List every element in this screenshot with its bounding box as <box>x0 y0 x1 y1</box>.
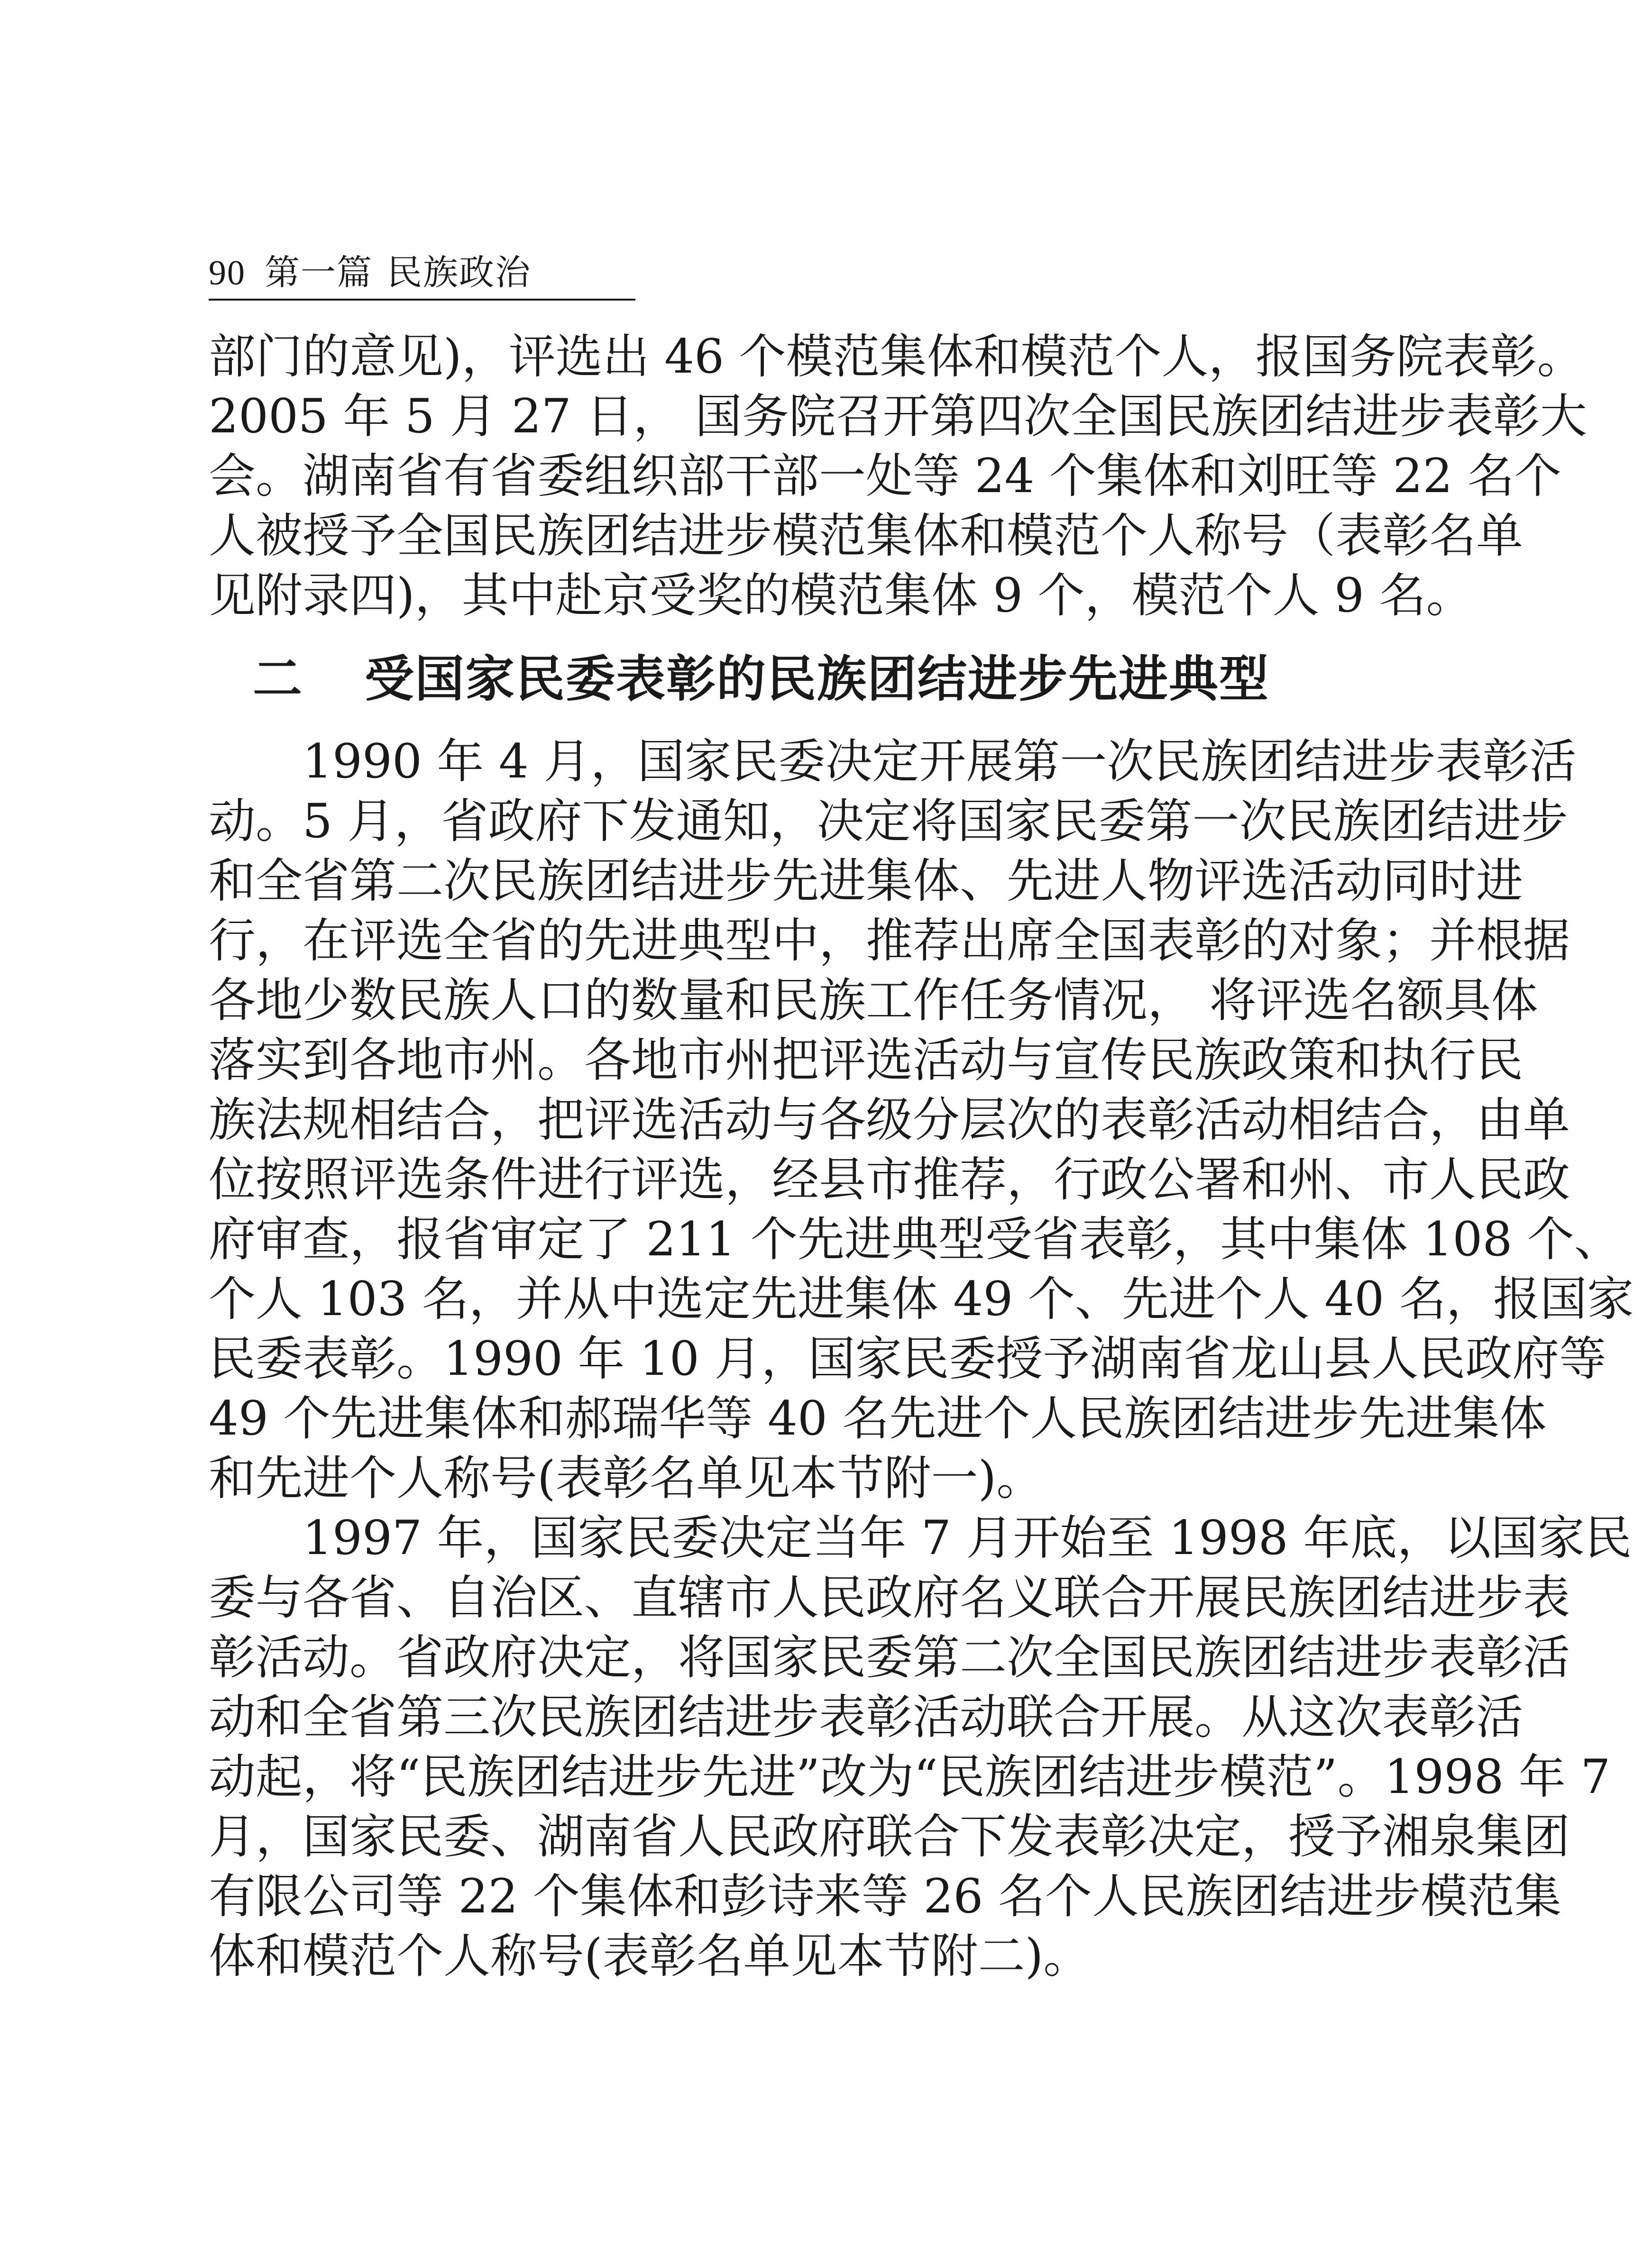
section-number: 二 <box>252 650 303 708</box>
text-line: 委与各省、自治区、直辖市人民政府名义联合开展民族团结进步表 <box>209 1571 1570 1625</box>
text-line: 会。湖南省有省委组织部干部一处等 24 个集体和刘旺等 22 名个 <box>209 449 1561 503</box>
section-title: 受国家民委表彰的民族团结进步先进典型 <box>365 650 1270 708</box>
text-line: 民委表彰。1990 年 10 月，国家民委授予湖南省龙山县人民政府等 <box>209 1332 1606 1386</box>
text-line: 2005 年 5 月 27 日， 国务院召开第四次全国民族团结进步表彰大 <box>209 389 1587 444</box>
text-line: 体和模范个人称号(表彰名单见本节附二)。 <box>209 1929 1091 1984</box>
text-line: 族法规相结合，把评选活动与各级分层次的表彰活动相结合，由单 <box>209 1093 1570 1147</box>
text-line: 和全省第二次民族团结进步先进集体、先进人物评选活动同时进 <box>209 854 1523 908</box>
text-line: 行，在评选全省的先进典型中，推荐出席全国表彰的对象；并根据 <box>209 914 1570 968</box>
text-line: 动和全省第三次民族团结进步表彰活动联合开展。从这次表彰活 <box>209 1690 1523 1745</box>
text-line: 和先进个人称号(表彰名单见本节附一)。 <box>209 1451 1044 1506</box>
text-line: 1990 年 4 月，国家民委决定开展第一次民族团结进步表彰活 <box>303 734 1577 789</box>
text-line: 动起，将“民族团结进步先进”改为“民族团结进步模范”。1998 年 7 <box>209 1750 1611 1804</box>
text-line: 1997 年，国家民委决定当年 7 月开始至 1998 年底，以国家民 <box>303 1511 1632 1565</box>
text-line: 落实到各地市州。各地市州把评选活动与宣传民族政策和执行民 <box>209 1033 1523 1088</box>
chapter-title: 民族政治 <box>387 252 531 293</box>
paragraph-3 <box>209 1509 1632 1986</box>
text-line: 49 个先进集体和郝瑞华等 40 名先进个人民族团结进步先进集体 <box>209 1391 1547 1446</box>
text-line: 人被授予全国民族团结进步模范集体和模范个人称号（表彰名单 <box>209 509 1523 563</box>
text-line: 位按照评选条件进行评选，经县市推荐，行政公署和州、市人民政 <box>209 1152 1570 1207</box>
text-line: 部门的意见)，评选出 46 个模范集体和模范个人，报国务院表彰。 <box>209 329 1584 384</box>
text-line: 动。5 月，省政府下发通知，决定将国家民委第一次民族团结进步 <box>209 794 1568 849</box>
running-header <box>209 247 635 301</box>
text-line: 彰活动。省政府决定，将国家民委第二次全国民族团结进步表彰活 <box>209 1630 1570 1685</box>
text-line: 见附录四)，其中赴京受奖的模范集体 9 个，模范个人 9 名。 <box>209 568 1473 623</box>
body-text <box>209 327 1634 1986</box>
text-line: 府审查，报省审定了 211 个先进典型受省表彰，其中集体 108 个、 <box>209 1212 1621 1267</box>
text-line: 月，国家民委、湖南省人民政府联合下发表彰决定，授予湘泉集团 <box>209 1810 1570 1864</box>
text-line: 有限公司等 22 个集体和彭诗来等 26 名个人民族团结进步模范集 <box>209 1869 1561 1924</box>
section-heading <box>209 631 1313 726</box>
chapter-label: 第一篇 <box>265 252 373 293</box>
text-line: 个人 103 名，并从中选定先进集体 49 个、先进个人 40 名，报国家 <box>209 1272 1634 1326</box>
text-line: 各地少数民族人口的数量和民族工作任务情况， 将评选名额具体 <box>209 973 1538 1028</box>
page-number: 90 <box>209 254 246 293</box>
paragraph-1 <box>209 327 1587 626</box>
paragraph-2 <box>209 732 1634 1509</box>
